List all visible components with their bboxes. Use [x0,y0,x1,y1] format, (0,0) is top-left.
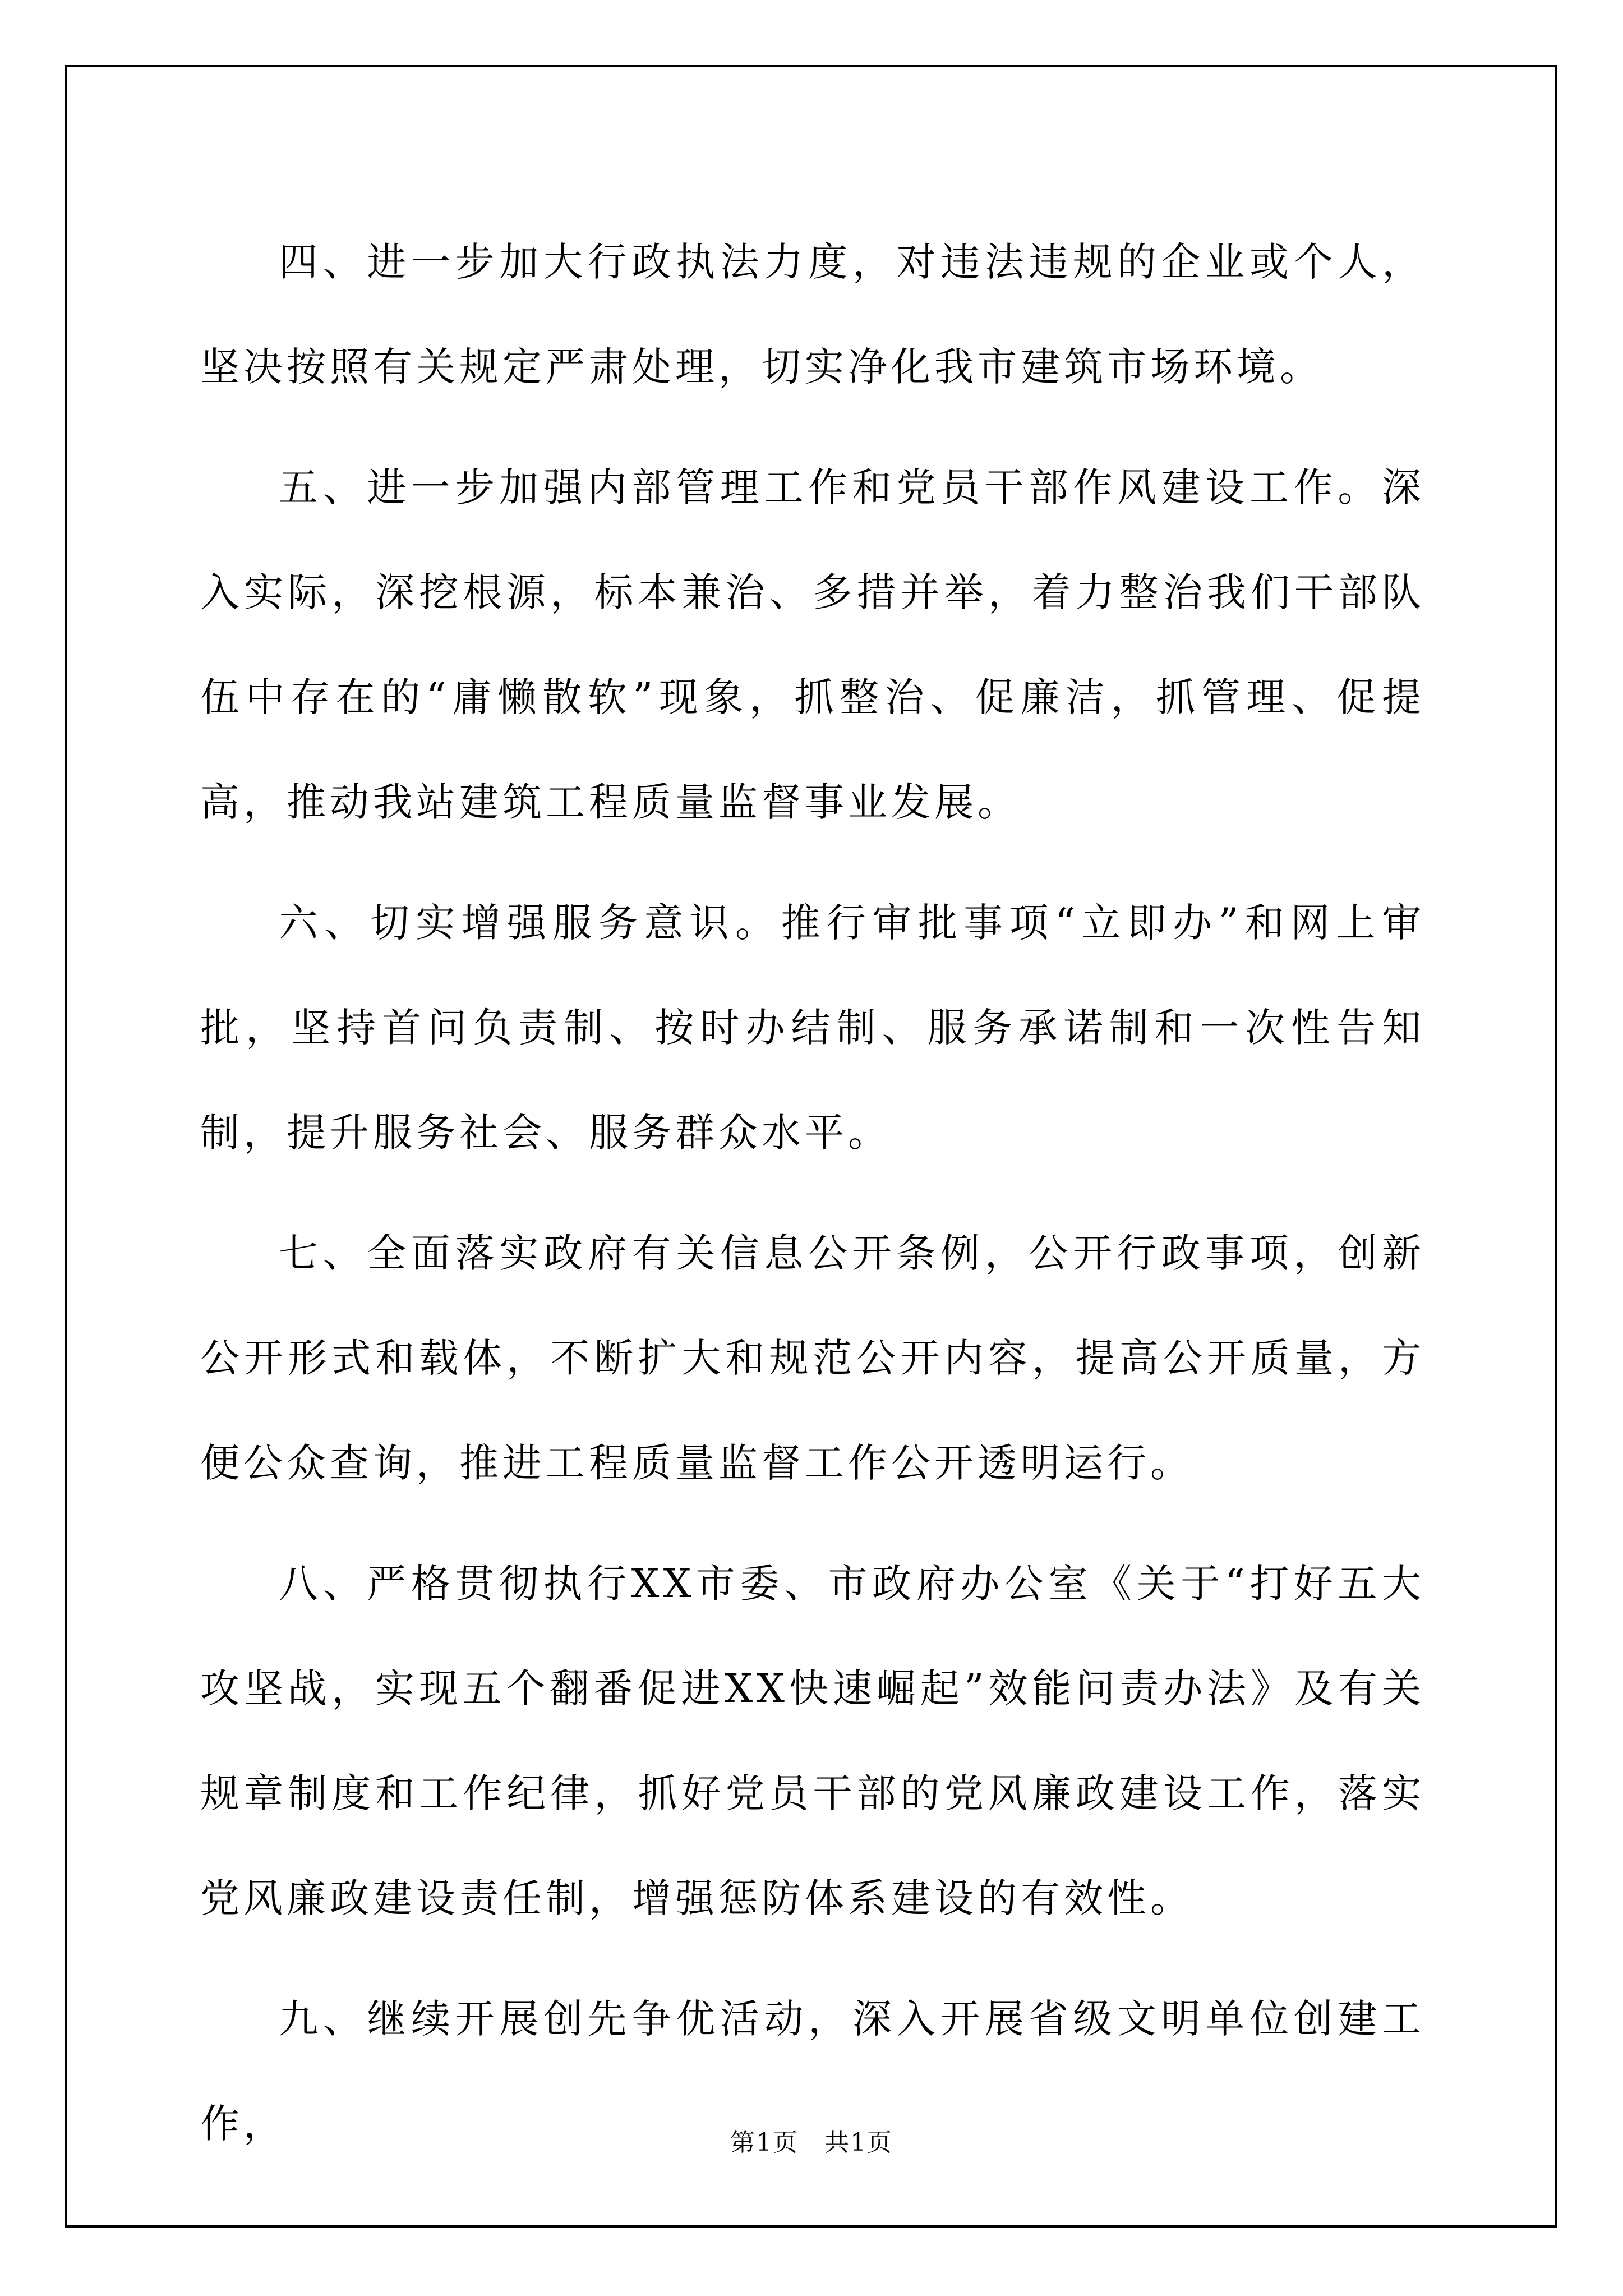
paragraph-5: 五、进一步加强内部管理工作和党员干部作风建设工作。深入实际，深挖根源，标本兼治、多措并举，着力整治我们干部队伍中存在的“庸懒散软”现象，抓整治、促廉洁，抓管理、促提高，推动我站建筑工程质量监督事业发展。 [200,464,1425,825]
page-number-footer: 第1页 共1页 [730,2128,893,2157]
paragraph-8: 八、严格贯彻执行XX市委、市政府办公室《关于“打好五大攻坚战，实现五个翻番促进XX快速崛起”效能问责办法》及有关规章制度和工作纪律，抓好党员干部的党风廉政建设工作，落实党风廉政建设责任制，增强惩防体系建设的有效性。 [200,1561,1425,1921]
paragraph-4: 四、进一步加大行政执法力度，对违法违规的企业或个人，坚决按照有关规定严肃处理，切实净化我市建筑市场环境。 [200,239,1425,390]
paragraph-9: 九、继续开展创先争优活动，深入开展省级文明单位创建工作， [200,1996,1425,2147]
paragraph-7: 七、全面落实政府有关信息公开条例，公开行政事项，创新公开形式和载体，不断扩大和规范公开内容，提高公开质量，方便公众查询，推进工程质量监督工作公开透明运行。 [200,1230,1425,1486]
paragraph-6: 六、切实增强服务意识。推行审批事项“立即办”和网上审批，坚持首问负责制、按时办结制、服务承诺制和一次性告知制，提升服务社会、服务群众水平。 [200,900,1425,1156]
document-body [200,210,1425,2192]
